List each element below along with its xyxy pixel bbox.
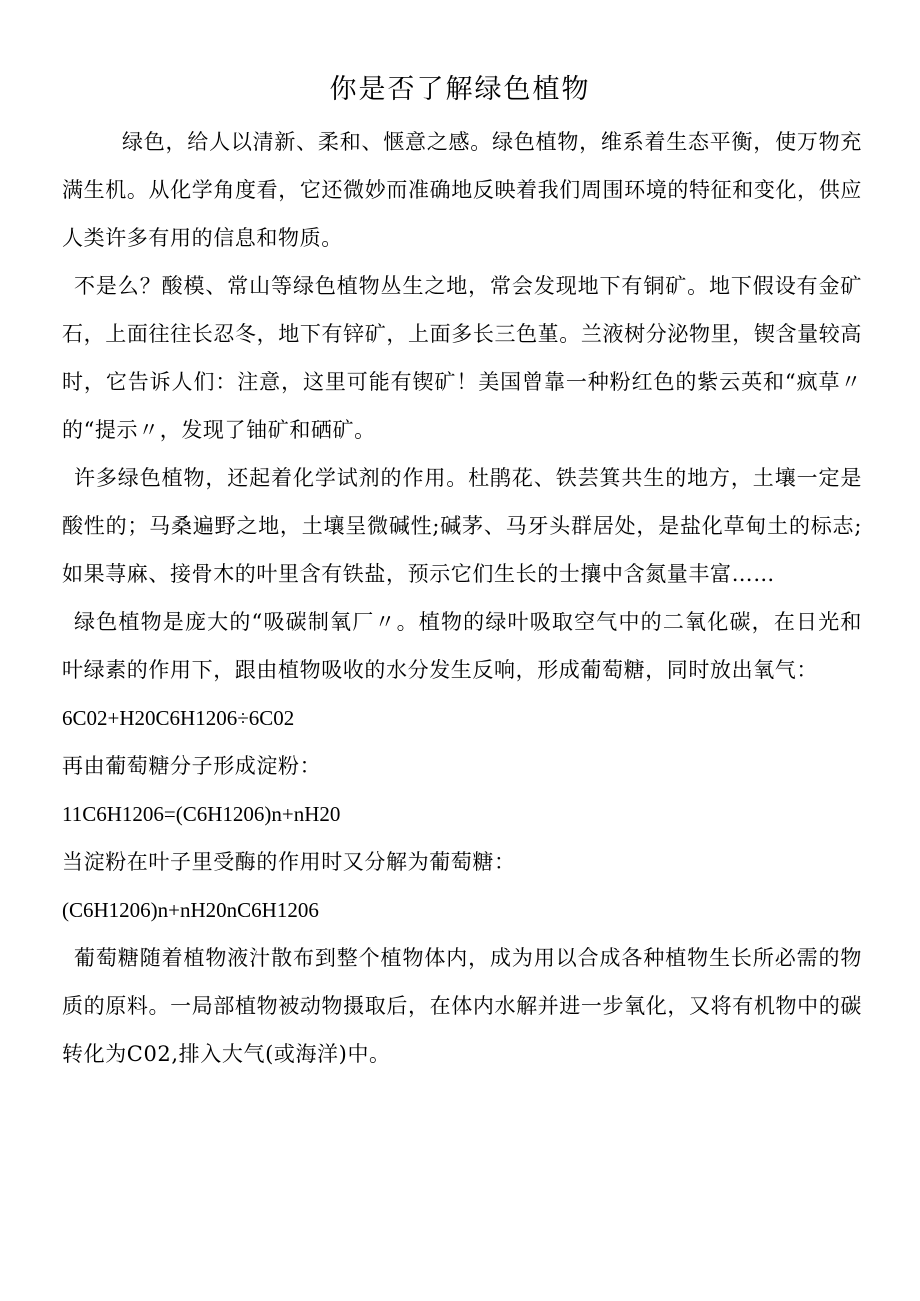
paragraph-mineral-indicators: 不是么？酸模、常山等绿色植物丛生之地，常会发现地下有铜矿。地下假设有金矿石，上面往往长忍冬，地下有锌矿，上面多长三色堇。兰液树分泌物里，锲含量较高时，它告诉人们：注意，这里可能有锲矿！美国曾靠一种粉红色的紫云英和“疯草〃的“提示〃，发现了铀矿和硒矿。 <box>62 274 862 442</box>
formula-starch-formation: 11C6H1206=(C6H1206)n+nH20 <box>62 802 341 826</box>
paragraph-starch-formation: 再由葡萄糖分子形成淀粉： <box>62 754 322 778</box>
article-body <box>62 118 862 1078</box>
paragraph-photosynthesis: 绿色植物是庞大的“吸碳制氧厂〃。植物的绿叶吸取空气中的二氧化碳，在日光和叶绿素的作用下，跟由植物吸收的水分发生反响，形成葡萄糖，同时放出氧气： <box>62 610 862 682</box>
paragraph-intro: 绿色，给人以清新、柔和、惬意之感。绿色植物，维系着生态平衡，使万物充满生机。从化学角度看，它还微妙而准确地反映着我们周围环境的特征和变化，供应人类许多有用的信息和物质。 <box>62 130 862 250</box>
paragraph-carbon-cycle: 葡萄糖随着植物液汁散布到整个植物体内，成为用以合成各种植物生长所必需的物质的原料。一局部植物被动物摄取后，在体内水解并进一步氧化，又将有机物中的碳转化为C02,排入大气(或海洋)中。 <box>62 946 862 1066</box>
paragraph-starch-hydrolysis: 当淀粉在叶子里受酶的作用时又分解为葡萄糖： <box>62 850 516 874</box>
paragraph-chemical-reagents: 许多绿色植物，还起着化学试剂的作用。杜鹃花、铁芸箕共生的地方，土壤一定是酸性的；马桑遍野之地，土壤呈微碱性;碱茅、马牙头群居处，是盐化草甸土的标志;如果荨麻、接骨木的叶里含有铁盐，预示它们生长的士攘中含氮量丰富…… <box>62 466 862 586</box>
formula-photosynthesis: 6C02+H20C6H1206÷6C02 <box>62 706 295 730</box>
page-title: 你是否了解绿色植物 <box>329 74 591 105</box>
formula-starch-hydrolysis: (C6H1206)n+nH20nC6H1206 <box>62 898 319 922</box>
